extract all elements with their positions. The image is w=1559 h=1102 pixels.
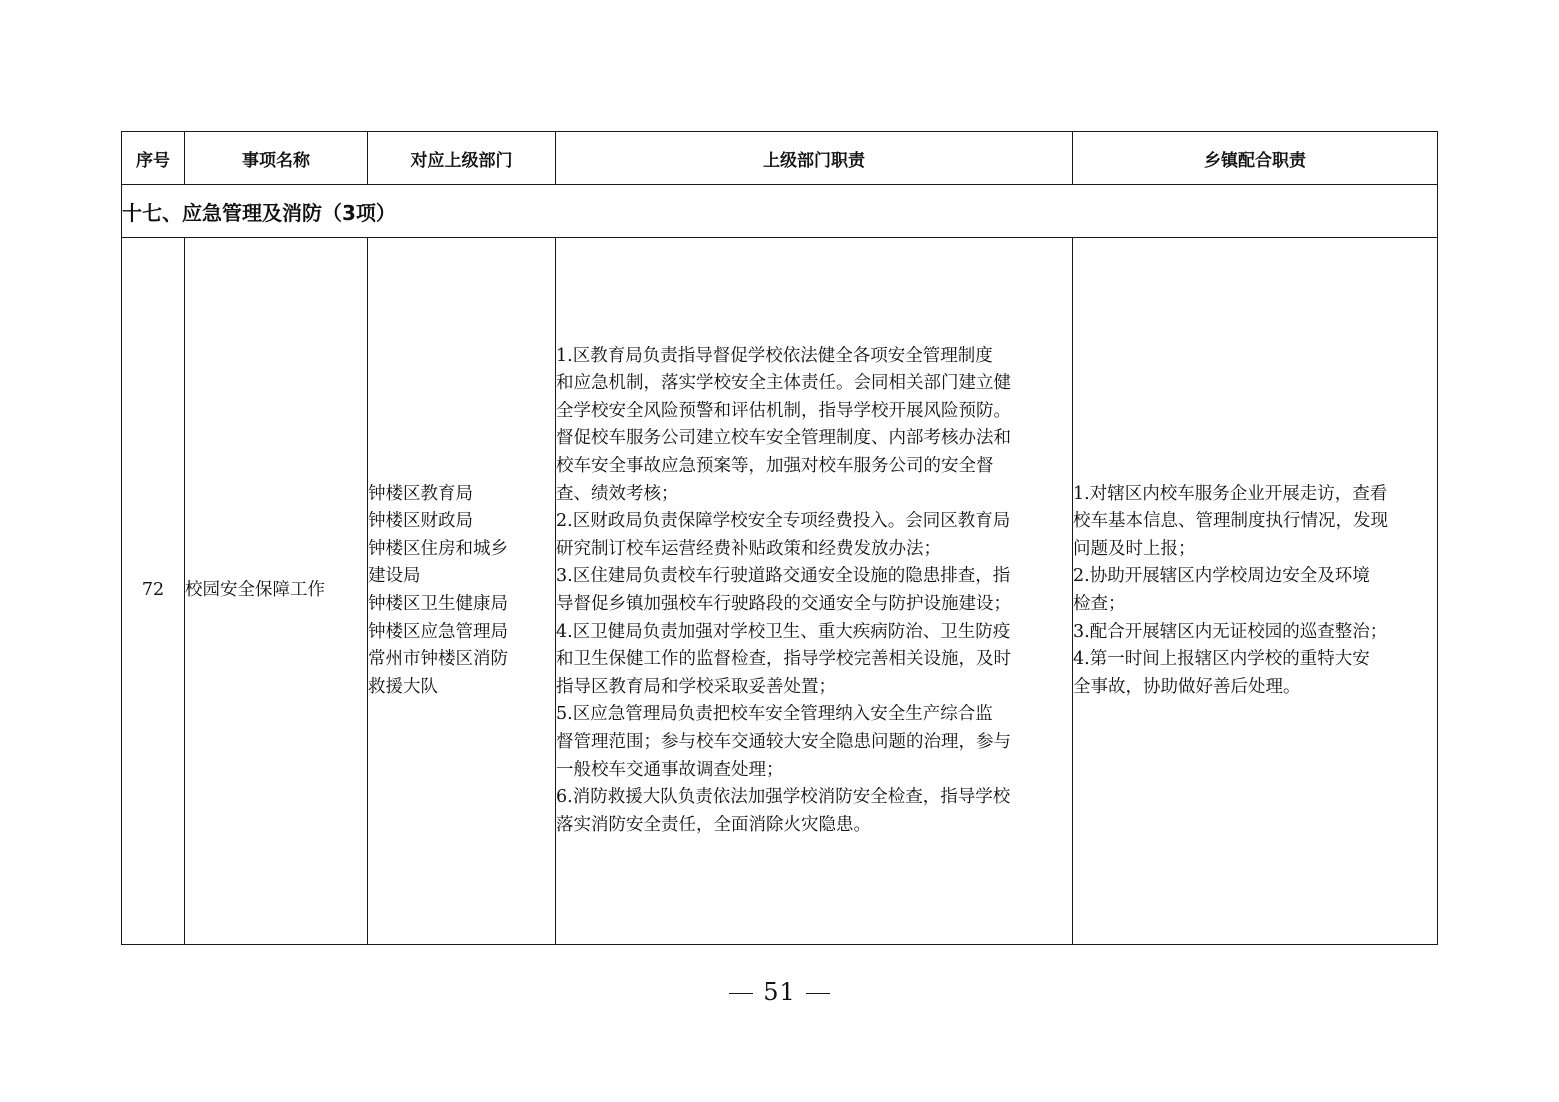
town-duty-line: 4.第一时间上报辖区内学校的重特大安 <box>1073 649 1370 670</box>
duty-line: 查、绩效考核； <box>556 483 679 504</box>
row-departments <box>368 238 556 945</box>
dept-line: 钟楼区财政局 <box>368 511 473 532</box>
duty-line: 4.区卫健局负责加强对学校卫生、重大疾病防治、卫生防疫 <box>556 621 1011 642</box>
section-row <box>122 185 1438 238</box>
duty-line: 导督促乡镇加强校车行驶路段的交通安全与防护设施建设； <box>556 594 1011 614</box>
town-duty-line: 检查； <box>1073 594 1126 614</box>
row-superior-duty <box>556 238 1073 945</box>
header-row <box>122 132 1438 185</box>
town-duty-line: 问题及时上报； <box>1073 538 1196 559</box>
duty-line: 落实消防安全责任，全面消除火灾隐患。 <box>556 814 871 835</box>
row-seq: 72 <box>122 238 185 945</box>
duty-line: 2.区财政局负责保障学校安全专项经费投入。会同区教育局 <box>556 511 1011 532</box>
duty-line: 研究制订校车运营经费补贴政策和经费发放办法； <box>556 538 941 559</box>
duty-line: 校车安全事故应急预案等，加强对校车服务公司的安全督 <box>556 456 994 477</box>
dept-line: 钟楼区住房和城乡 <box>368 538 508 559</box>
duty-line: 指导区教育局和学校采取妥善处置； <box>556 676 836 697</box>
header-superior-duty: 上级部门职责 <box>556 132 1073 185</box>
duty-line: 全学校安全风险预警和评估机制，指导学校开展风险预防。 <box>556 400 1011 421</box>
duty-line: 3.区住建局负责校车行驶道路交通安全设施的隐患排查，指 <box>556 566 1011 587</box>
header-seq: 序号 <box>122 132 185 185</box>
town-duty-line: 3.配合开展辖区内无证校园的巡查整治； <box>1073 621 1388 642</box>
dept-line: 钟楼区应急管理局 <box>368 621 508 642</box>
dept-line: 建设局 <box>368 566 421 587</box>
dept-line: 常州市钟楼区消防 <box>368 649 508 670</box>
row-item-name: 校园安全保障工作 <box>185 238 368 945</box>
left-dash <box>729 993 753 994</box>
dept-line: 救援大队 <box>368 676 438 697</box>
duty-line: 1.区教育局负责指导督促学校依法健全各项安全管理制度 <box>556 345 993 366</box>
duty-line: 和卫生保健工作的监督检查，指导学校完善相关设施，及时 <box>556 649 1011 670</box>
duty-line: 督管理范围；参与校车交通较大安全隐患问题的治理，参与 <box>556 731 1011 752</box>
duty-line: 5.区应急管理局负责把校车安全管理纳入安全生产综合监 <box>556 704 993 725</box>
table-row <box>122 238 1438 945</box>
duty-line: 6.消防救援大队负责依法加强学校消防安全检查，指导学校 <box>556 787 1011 808</box>
duty-line: 和应急机制，落实学校安全主体责任。会同相关部门建立健 <box>556 373 1011 394</box>
section-title: 十七、应急管理及消防（3项） <box>122 185 1438 238</box>
dept-line: 钟楼区卫生健康局 <box>368 594 508 614</box>
town-duty-line: 校车基本信息、管理制度执行情况，发现 <box>1073 511 1388 532</box>
dept-line: 钟楼区教育局 <box>368 483 473 504</box>
header-superior-dept: 对应上级部门 <box>368 132 556 185</box>
page-footer <box>0 978 1559 1006</box>
duty-line: 一般校车交通事故调查处理； <box>556 759 784 780</box>
duty-line: 督促校车服务公司建立校车安全管理制度、内部考核办法和 <box>556 428 1011 449</box>
header-town-duty: 乡镇配合职责 <box>1073 132 1438 185</box>
town-duty-line: 全事故，协助做好善后处理。 <box>1073 676 1301 697</box>
town-duty-line: 1.对辖区内校车服务企业开展走访，查看 <box>1073 483 1388 504</box>
responsibility-table <box>121 131 1438 945</box>
town-duty-line: 2.协助开展辖区内学校周边安全及环境 <box>1073 566 1370 587</box>
header-item-name: 事项名称 <box>185 132 368 185</box>
row-town-duty <box>1073 238 1438 945</box>
page-number: 51 <box>763 978 796 1006</box>
right-dash <box>806 993 830 994</box>
